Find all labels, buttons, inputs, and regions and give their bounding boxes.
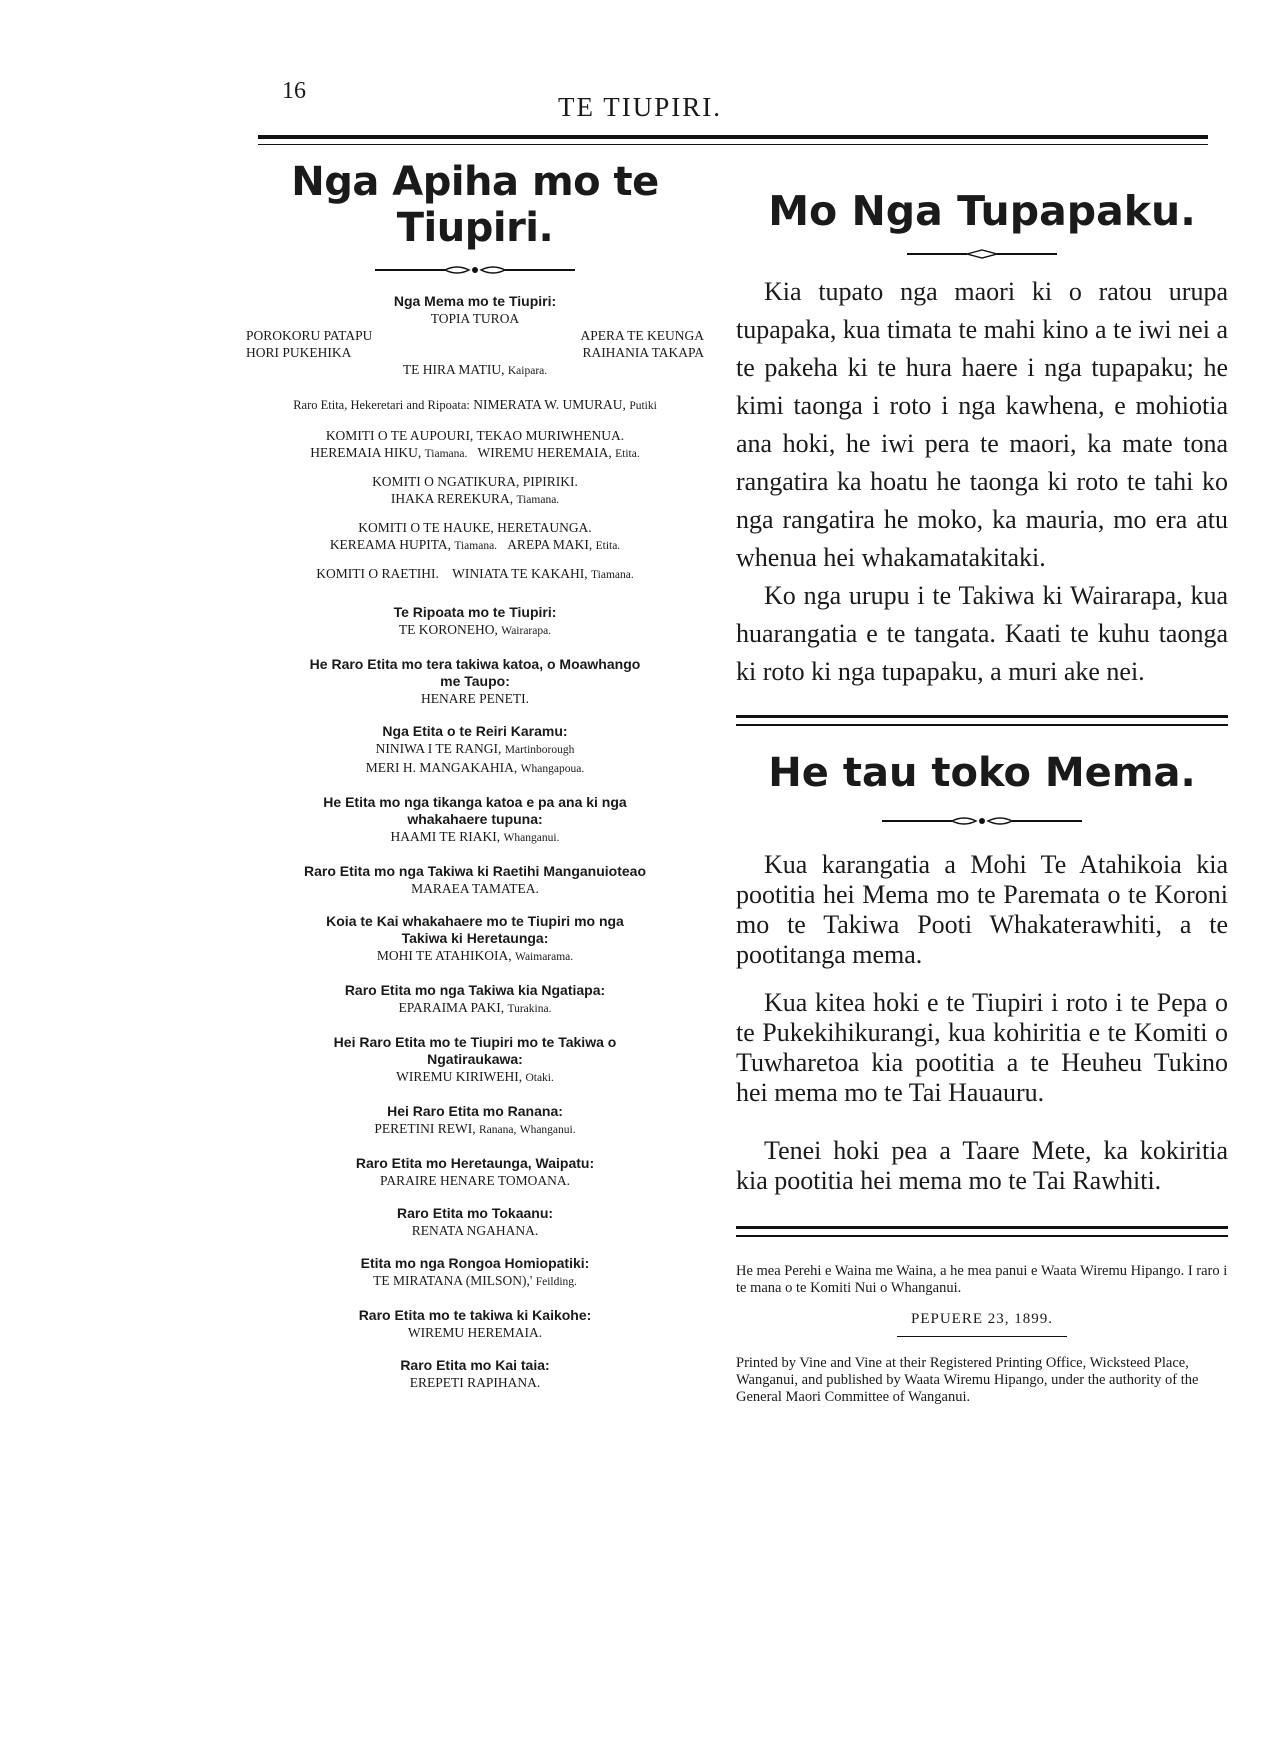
printer-imprint: Printed by Vine and Vine at their Registered Printing Office, Wicksteed Place, Wanganui, and published by Waata Wiremu Hipango, under the authority of the General Maori Committee of Wanganui. bbox=[736, 1355, 1199, 1405]
entry-name: MERI H. MANGAKAHIA, Whangapoua. bbox=[365, 760, 585, 775]
ranana-group bbox=[232, 1103, 718, 1139]
ngatiapa-group bbox=[232, 982, 718, 1018]
waipatu-group bbox=[232, 1155, 718, 1189]
komiti-members: KEREAMA HUPITA, Tiamana. AREPA MAKI, Etita. bbox=[329, 537, 621, 552]
entry-label: He Raro Etita mo tera takiwa katoa, o Moawhango bbox=[309, 656, 641, 672]
mema-name: RAIHANIA TAKAPA bbox=[582, 345, 704, 360]
mema-pair-row bbox=[232, 327, 718, 344]
mema-paragraph: Tenei hoki pea a Taare Mete, ka kokiritia kia pootitia hei mema mo te Tai Rawhiti. bbox=[736, 1136, 1228, 1195]
entry-label: Raro Etita mo Heretaunga, Waipatu: bbox=[355, 1155, 595, 1171]
entry-name: MOHI TE ATAHIKOIA, Waimarama. bbox=[376, 948, 574, 963]
entry-name: PERETINI REWI, Ranana, Whanganui. bbox=[374, 1121, 576, 1136]
heretaunga-kai-group bbox=[232, 913, 718, 966]
entry-name: EREPETI RAPIHANA. bbox=[409, 1375, 541, 1390]
left-column bbox=[232, 155, 718, 1407]
entry-label: Etita mo nga Rongoa Homiopatiki: bbox=[360, 1255, 590, 1271]
entry-label: Raro Etita mo te takiwa ki Kaikohe: bbox=[358, 1307, 592, 1323]
entry-label: He Etita mo nga tikanga katoa e pa ana ki nga bbox=[323, 794, 627, 810]
raetihi-manganui-group bbox=[232, 863, 718, 897]
running-title: TE TIUPIRI. bbox=[558, 92, 722, 122]
header-rule bbox=[258, 135, 1208, 145]
right-column bbox=[736, 155, 1228, 1420]
komiti-hauke-group bbox=[232, 519, 718, 555]
kaitaia-group bbox=[232, 1357, 718, 1391]
entry-name: TE KORONEHO, Wairarapa. bbox=[398, 622, 552, 637]
mema-label: Nga Mema mo te Tiupiri: bbox=[393, 293, 557, 309]
entry-name: HENARE PENETI. bbox=[421, 691, 529, 706]
section-rule bbox=[736, 715, 1228, 726]
komiti-heading: KOMITI O NGATIKURA, PIPIRIKI. bbox=[372, 474, 578, 489]
komiti-members: IHAKA REREKURA, Tiamana. bbox=[390, 491, 560, 506]
entry-name: RENATA NGAHANA. bbox=[411, 1223, 539, 1238]
mema-name: TOPIA TUROA bbox=[430, 311, 520, 326]
tupapaku-paragraph: Ko nga urupu i te Takiwa ki Wairarapa, kua huarangatia e te tangata. Kaati te kuhu taonga ki roto ki nga tupapaku, a muri ake nei. bbox=[736, 581, 1228, 686]
komiti-heading: KOMITI O TE HAUKE, HERETAUNGA. bbox=[358, 520, 592, 535]
ngatiraukawa-group bbox=[232, 1034, 718, 1087]
raro-etita-line: Raro Etita, Hekeretari and Ripoata: NIMERATA W. UMURAU, Putiki bbox=[293, 397, 657, 412]
entry-name: NINIWA I TE RANGI, Martinborough bbox=[375, 741, 575, 756]
komiti-aupouri-group bbox=[232, 427, 718, 463]
entry-label: Hei Raro Etita mo te Tiupiri mo te Takiwa o bbox=[333, 1034, 617, 1050]
entry-label: Raro Etita mo nga Takiwa ki Raetihi Manganuioteao bbox=[303, 863, 647, 879]
entry-name: WIREMU HEREMAIA. bbox=[407, 1325, 543, 1340]
mema-name: HORI PUKEHIKA bbox=[246, 345, 352, 360]
page-number: 16 bbox=[282, 78, 306, 104]
tupapaku-paragraph: Kia tupato nga maori ki o ratou urupa tupapaka, kua timata te mahi kino a te iwi nei a te pakeha ki te hura haere i nga tupapaku; he kimi taonga i roto i nga kawhena, e mohiotia ana hoki, he iwi pera te maori, ka mate tona rangatira ka hoatu he taonga ki roto te tahi ko nga rangatira he moko, ka mauria, mo era atu whenua hei whakamatakitaki. bbox=[736, 277, 1228, 572]
tokaanu-group bbox=[232, 1205, 718, 1239]
ripoata-group bbox=[232, 604, 718, 640]
entry-label: Hei Raro Etita mo Ranana: bbox=[387, 1103, 563, 1119]
officer-directory bbox=[232, 293, 718, 1391]
publisher-notes bbox=[736, 1263, 1228, 1406]
entry-label: Raro Etita mo Kai taia: bbox=[400, 1357, 550, 1373]
entry-label: Te Ripoata mo te Tiupiri: bbox=[393, 604, 557, 620]
entry-name: PARAIRE HENARE TOMOANA. bbox=[380, 1173, 570, 1188]
komiti-ngatikura-group bbox=[232, 473, 718, 509]
issue-date: PEPUERE 23, 1899. bbox=[910, 1311, 1053, 1327]
mema-name: POROKORU PATAPU bbox=[246, 328, 373, 343]
flourish-divider-icon bbox=[375, 263, 575, 277]
moawhango-group bbox=[232, 656, 718, 707]
entry-label: Takiwa ki Heretaunga: bbox=[401, 930, 549, 946]
tupapaku-title: Mo Nga Tupapaku. bbox=[768, 187, 1196, 235]
small-flourish-divider-icon bbox=[907, 249, 1057, 259]
komiti-members: HEREMAIA HIKU, Tiamana. WIREMU HEREMAIA, Etita. bbox=[310, 445, 640, 460]
entry-name: TE MIRATANA (MILSON),' Feilding. bbox=[373, 1273, 577, 1288]
entry-name: HAAMI TE RIAKI, Whanganui. bbox=[390, 829, 560, 844]
entry-label: whakahaere tupuna: bbox=[407, 811, 543, 827]
mema-paragraph: Kua kitea hoki e te Tiupiri i roto i te Pepa o te Pukekihikurangi, kua kohiritia e te Komiti o Tuwharetoa kia pootitia a te Heuheu Tukino hei mema mo te Tai Hauauru. bbox=[736, 988, 1228, 1107]
entry-label: Raro Etita mo Tokaanu: bbox=[396, 1205, 554, 1221]
entry-label: me Taupo: bbox=[440, 673, 510, 689]
entry-name: WIREMU KIRIWEHI, Otaki. bbox=[396, 1069, 554, 1084]
entry-label: Ngatiraukawa: bbox=[427, 1051, 523, 1067]
raro-etita-group bbox=[232, 396, 718, 415]
mema-paragraph: Kua karangatia a Mohi Te Atahikoia kia pootitia hei Mema mo te Paremata o te Koroni mo te Takiwa Pooti Whakaterawhiti, a te pootitanga mema. bbox=[736, 850, 1228, 969]
mema-name: TE HIRA MATIU, Kaipara. bbox=[402, 362, 548, 377]
kaikohe-group bbox=[232, 1307, 718, 1341]
publisher-note: He mea Perehi e Waina me Waina, a he mea panui e Waata Wiremu Hipango. I raro i te mana o te Komiti Nui o Whanganui. bbox=[736, 1263, 1228, 1296]
komiti-members: KOMITI O RAETIHI. WINIATA TE KAKAHI, Tiamana. bbox=[316, 566, 634, 581]
mema-group bbox=[232, 293, 718, 380]
komiti-heading: KOMITI O TE AUPOURI, TEKAO MURIWHENUA. bbox=[325, 428, 625, 443]
tikanga-group bbox=[232, 794, 718, 847]
mema-pair-row bbox=[232, 344, 718, 361]
entry-label: Nga Etita o te Reiri Karamu: bbox=[382, 723, 568, 739]
tau-toko-title: He tau toko Mema. bbox=[768, 750, 1196, 796]
mema-name: APERA TE KEUNGA bbox=[580, 328, 704, 343]
reiri-group bbox=[232, 723, 718, 778]
entry-name: EPARAIMA PAKI, Turakina. bbox=[398, 1000, 552, 1015]
homiopatiki-group bbox=[232, 1255, 718, 1291]
entry-label: Raro Etita mo nga Takiwa kia Ngatiapa: bbox=[344, 982, 606, 998]
section-rule bbox=[736, 1226, 1228, 1237]
entry-name: MARAEA TAMATEA. bbox=[411, 881, 539, 896]
komiti-raetihi-group bbox=[232, 565, 718, 584]
left-title: Nga Apiha mo te Tiupiri. bbox=[291, 159, 659, 251]
flourish-divider-icon bbox=[882, 814, 1082, 828]
short-rule bbox=[897, 1336, 1067, 1337]
entry-label: Koia te Kai whakahaere mo te Tiupiri mo nga bbox=[326, 913, 624, 929]
